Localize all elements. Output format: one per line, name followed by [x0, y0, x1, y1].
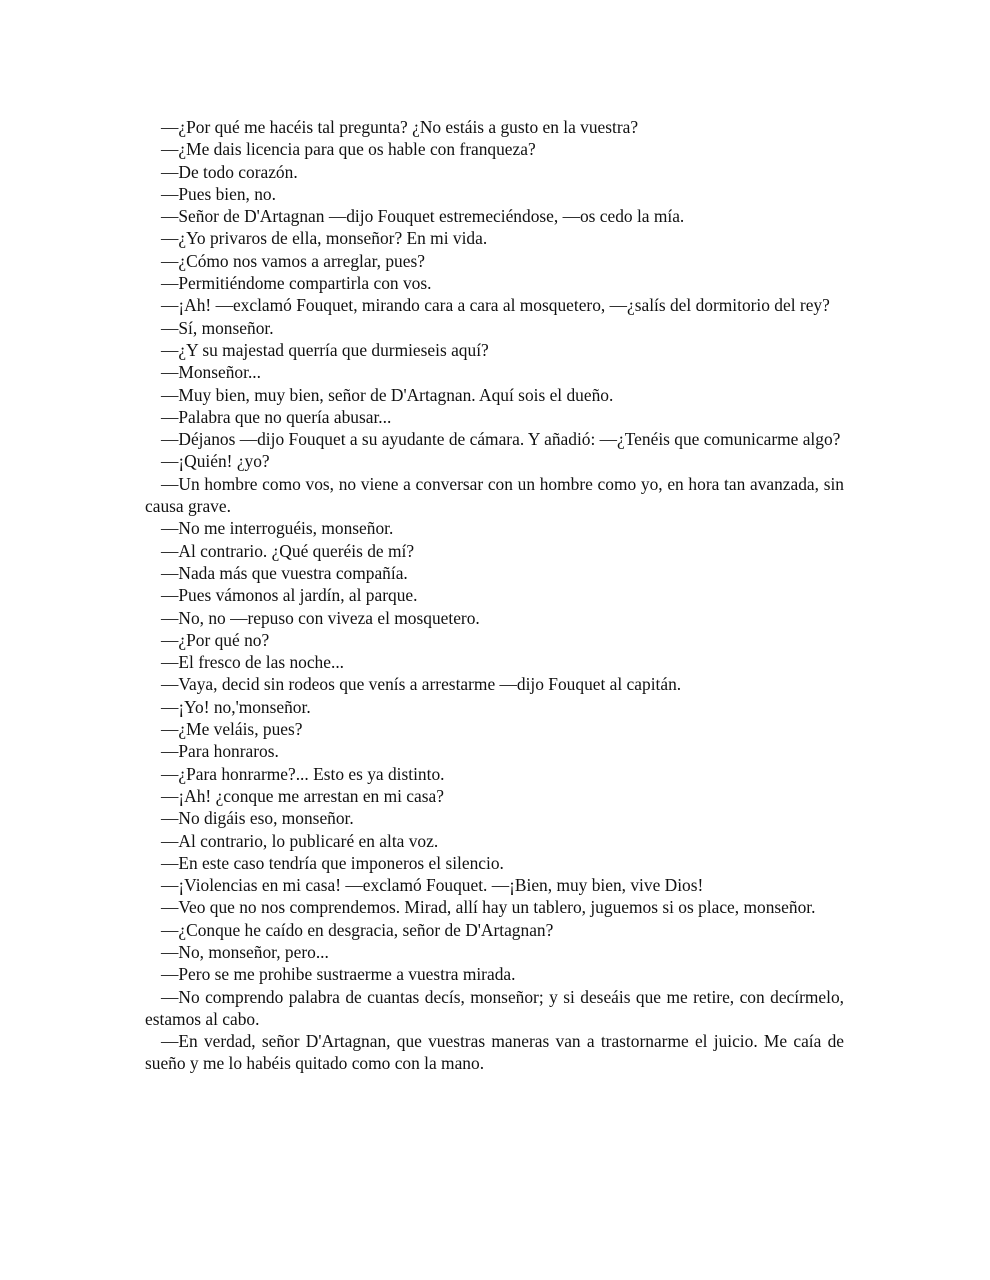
- dialogue-line: —El fresco de las noche...: [161, 652, 345, 673]
- dialogue-line: —¿Me dais licencia para que os hable con franqueza?: [161, 139, 536, 160]
- dialogue-line: —Pues vámonos al jardín, al parque.: [161, 585, 418, 606]
- dialogue-line: —No digáis eso, monseñor.: [161, 808, 354, 829]
- page-body: [145, 116, 844, 1075]
- dialogue-line: —No, no —repuso con viveza el mosquetero.: [161, 607, 480, 628]
- dialogue-line: —Pues bien, no.: [161, 183, 276, 204]
- dialogue-line: —¿Yo privaros de ella, monseñor? En mi vida.: [161, 228, 488, 249]
- dialogue-line: —Señor de D'Artagnan —dijo Fouquet estremeciéndose, —os cedo la mía.: [161, 206, 685, 227]
- dialogue-line: —Déjanos —dijo Fouquet a su ayudante de cámara. Y añadió: —¿Tenéis que comunicarme algo?: [161, 429, 841, 450]
- dialogue-line: —Palabra que no quería abusar...: [161, 406, 392, 427]
- dialogue-line: —¡Quién! ¿yo?: [161, 451, 270, 472]
- dialogue-line: —Nada más que vuestra compañía.: [161, 562, 408, 583]
- dialogue-line: —Veo que no nos comprendemos. Mirad, allí hay un tablero, juguemos si os place, monseñor.: [161, 897, 816, 918]
- dialogue-line: —¿Cómo nos vamos a arreglar, pues?: [161, 250, 425, 271]
- dialogue-line: —No, monseñor, pero...: [161, 941, 329, 962]
- dialogue-line: —¡Ah! ¿conque me arrestan en mi casa?: [161, 785, 444, 806]
- dialogue-line: —¿Conque he caído en desgracia, señor de D'Artagnan?: [161, 919, 554, 940]
- dialogue-line: —Al contrario, lo publicaré en alta voz.: [161, 830, 439, 851]
- dialogue-line: —Al contrario. ¿Qué queréis de mí?: [161, 540, 415, 561]
- dialogue-line: —¡Violencias en mi casa! —exclamó Fouquet. —¡Bien, muy bien, vive Dios!: [161, 875, 704, 896]
- dialogue-line: —¿Y su majestad querría que durmieseis aquí?: [161, 339, 489, 360]
- dialogue-line: —Un hombre como vos, no viene a conversar con un hombre como yo, en hora tan avanzada, sin causa grave.: [145, 473, 844, 517]
- dialogue-line: —¿Me veláis, pues?: [161, 719, 303, 740]
- dialogue-line: —Monseñor...: [161, 362, 261, 383]
- dialogue-line: —En este caso tendría que imponeros el silencio.: [161, 852, 504, 873]
- dialogue-line: —Permitiéndome compartirla con vos.: [161, 273, 432, 294]
- dialogue-line: —¡Yo! no,'monseñor.: [161, 696, 311, 717]
- dialogue-line: —No me interroguéis, monseñor.: [161, 518, 394, 539]
- dialogue-line: —Pero se me prohibe sustraerme a vuestra mirada.: [161, 964, 516, 985]
- dialogue-line: —¿Por qué me hacéis tal pregunta? ¿No estáis a gusto en la vuestra?: [161, 117, 639, 137]
- dialogue-line: —De todo corazón.: [161, 161, 298, 182]
- dialogue-line: —No comprendo palabra de cuantas decís, monseñor; y si deseáis que me retire, con decírmelo, estamos al cabo.: [145, 986, 844, 1029]
- dialogue-line: —Sí, monseñor.: [161, 317, 274, 338]
- dialogue-line: —¡Ah! —exclamó Fouquet, mirando cara a cara al mosquetero, —¿salís del dormitorio del rey?: [161, 295, 830, 316]
- dialogue-line: —¿Para honrarme?... Esto es ya distinto.: [161, 763, 445, 784]
- dialogue-line: —¿Por qué no?: [161, 629, 270, 650]
- dialogue-line: —Muy bien, muy bien, señor de D'Artagnan. Aquí sois el dueño.: [161, 384, 614, 405]
- dialogue-line: —Vaya, decid sin rodeos que venís a arrestarme —dijo Fouquet al capitán.: [161, 674, 682, 695]
- dialogue-line: —Para honraros.: [161, 741, 279, 762]
- dialogue-line: —En verdad, señor D'Artagnan, que vuestras maneras van a trastornarme el juicio. Me caía de sueño y me lo habéis quitado como con la mano.: [145, 1031, 844, 1074]
